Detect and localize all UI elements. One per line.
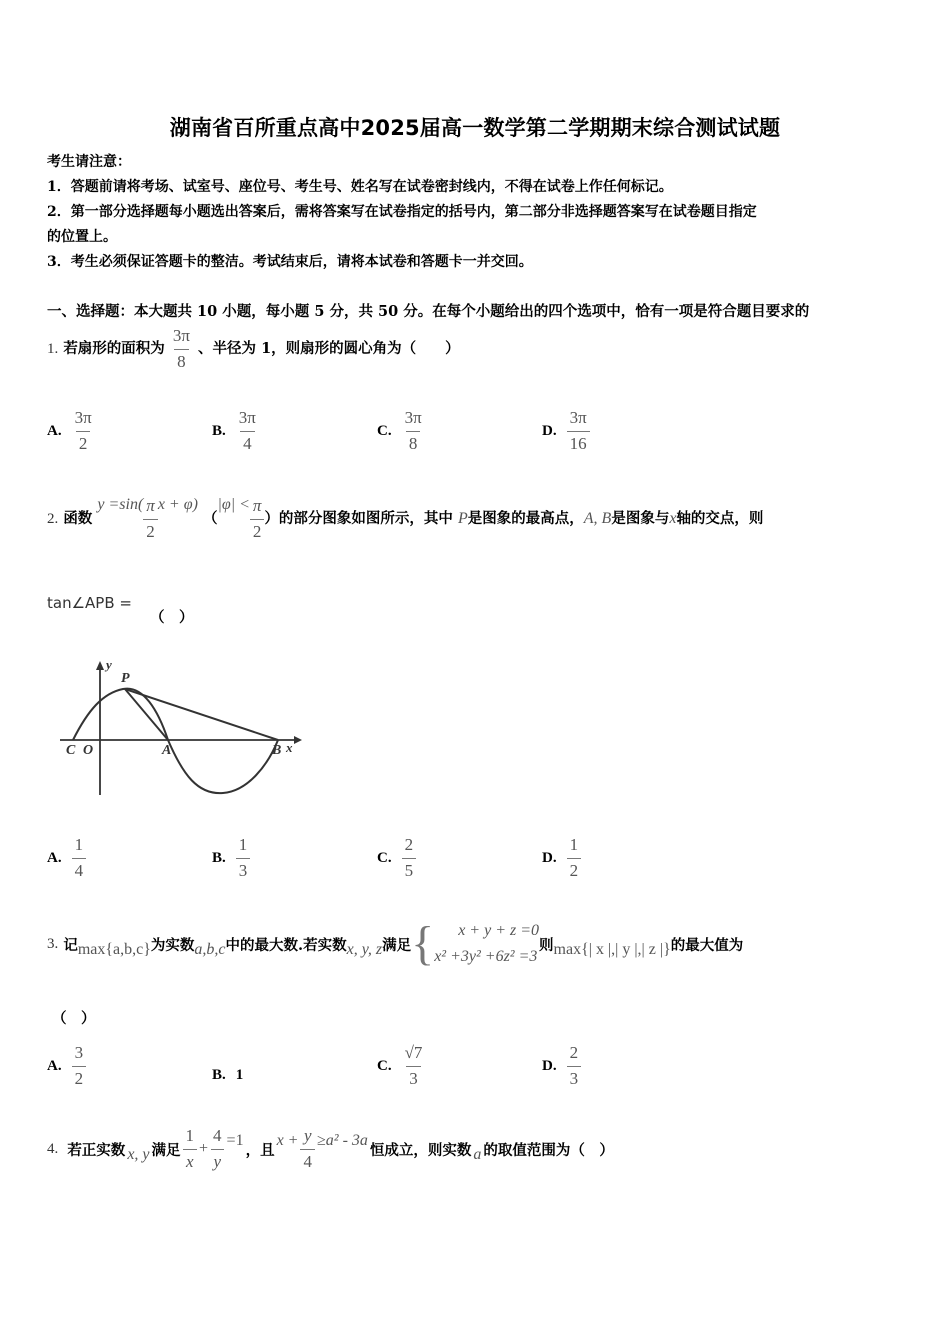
question-number: 2. [47, 511, 59, 527]
option-b[interactable]: B. $\frac{3\pi}{4}$ [212, 408, 256, 453]
condition: |φ| < [217, 496, 250, 513]
question-text: 、半径为 1，则扇形的圆心角为（ ） [198, 340, 460, 357]
equation-system: x + y + z =0 x² +3y² +6z² =3 [434, 922, 540, 965]
question-number: 3. [47, 935, 59, 952]
svg-text:y: y [106, 657, 112, 672]
option-d[interactable]: D. $\frac{2}{3}$ [542, 1043, 581, 1089]
question-4: 4. 若正实数 x, y 满足 $\frac{1}{x}$ + $\frac{4}{y}$ =1 ，且 x + $\frac{y}{4}$ ≥a² - 3a 恒成立，则实数 a 的取值范围为（ ） [47, 1126, 614, 1171]
sine-graph [58, 655, 308, 800]
note-item-3: 3．考生必须保证答题卡的整洁。考试结束后，请将本试卷和答题卡一并交回。 [47, 254, 533, 270]
option-b[interactable]: B. 1 [212, 1067, 244, 1083]
question-3: 3. 记 max{a,b,c} 为实数 a,b,c 中的最大数.若实数 x, y, z 满足 { x + y + z =0 x² +3y² +6z² =3 则 max{| x |,| y |,| z |} 的最大值为 [47, 917, 744, 970]
svg-text:A: A [162, 743, 172, 758]
formula: y =sin( [97, 496, 144, 513]
question-number: 4. [47, 1140, 59, 1157]
option-b[interactable]: B. $\frac{1}{3}$ [212, 835, 250, 881]
svg-text:B: B [272, 743, 282, 758]
option-a[interactable]: A. $\frac{3}{2}$ [47, 1043, 86, 1089]
option-d[interactable]: D. $\frac{1}{2}$ [542, 835, 581, 881]
question-number: 1. [47, 341, 59, 357]
note-item-2: 2．第一部分选择题每小题选出答案后，需将答案写在试卷指定的括号内，第二部分非选择题答案写在试卷题目指定 [47, 204, 757, 220]
option-a[interactable]: A. $\frac{1}{4}$ [47, 835, 86, 881]
answer-paren: （ ） [150, 609, 194, 626]
svg-text:x: x [286, 740, 293, 755]
svg-text:C: C [66, 743, 76, 758]
answer-paren: （ ） [52, 1010, 96, 1027]
page-title: 湖南省百所重点高中2025届高一数学第二学期期末综合测试试题 [169, 116, 781, 140]
fraction-area: $\frac{3\pi}{8}$ [172, 326, 190, 371]
note-item-2-cont: 的位置上。 [47, 229, 117, 245]
notes-heading: 考生请注意： [47, 154, 131, 170]
section-heading: 一、选择题：本大题共 10 小题，每小题 5 分，共 50 分。在每个小题给出的四个选项中，恰有一项是符合题目要求的 [47, 303, 810, 320]
option-c[interactable]: C. $\frac{2}{5}$ [377, 835, 416, 881]
svg-text:O: O [83, 743, 94, 758]
note-item-1: 1．答题前请将考场、试室号、座位号、考生号、姓名写在试卷密封线内，不得在试卷上作任何标记。 [47, 179, 673, 195]
option-c[interactable]: C. $\frac{√7}{3}$ [377, 1043, 423, 1088]
question-text: 若扇形的面积为 [63, 340, 165, 357]
svg-text:P: P [121, 671, 130, 686]
option-c[interactable]: C. $\frac{3\pi}{8}$ [377, 408, 422, 453]
option-d[interactable]: D. $\frac{3\pi}{16}$ [542, 408, 590, 454]
option-a[interactable]: A. $\frac{3\pi}{2}$ [47, 408, 92, 453]
question-2-expression: tan∠APB = [47, 594, 132, 612]
question-2: 2. 函数 y =sin( $\frac{\pi}{2}$ x + φ) （|φ| < $\frac{\pi}{2}$ ）的部分图象如图所示，其中 P是图象的最高点，A, B是图象与x轴的交点，则 [47, 496, 764, 541]
exam-notes [47, 150, 907, 275]
brace: { [411, 917, 435, 970]
question-1 [47, 326, 460, 372]
